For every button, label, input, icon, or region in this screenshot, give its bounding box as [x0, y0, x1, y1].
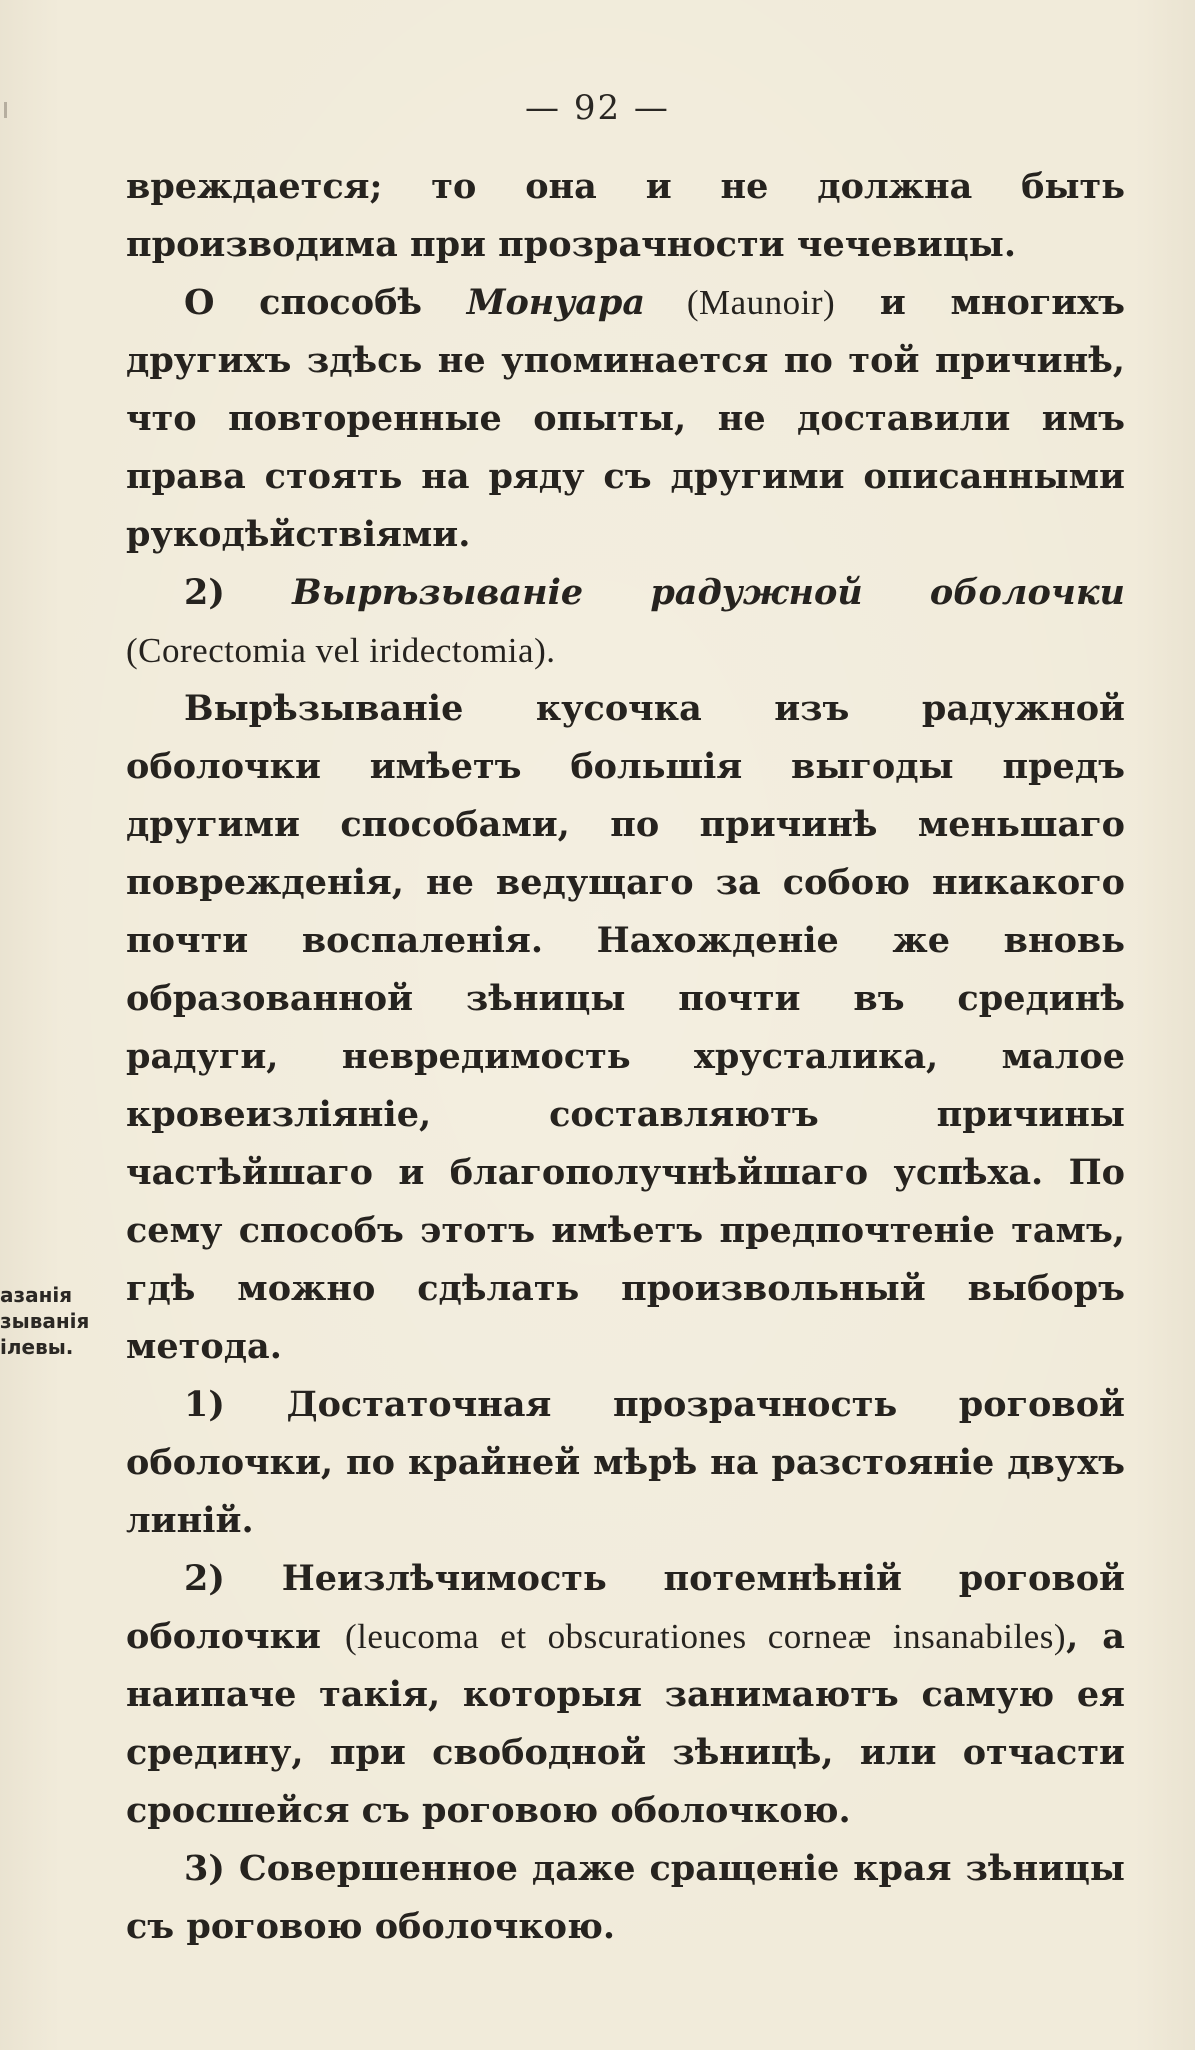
section-title-latin: (Corectomia vel iridectomia).	[126, 631, 556, 670]
section-title: Вырѣзываніе радужной оболочки	[292, 572, 1125, 613]
page-body	[126, 158, 1125, 1956]
indication-item-2-before: 2) Неизлѣчимость потемнѣній роговой оболочки	[126, 1558, 1125, 1657]
paragraph-maunoir-after: и многихъ другихъ здѣсь не упоминается по той причинѣ, что повторенные опыты, не доставили имъ права стоять на ряду съ другими описанными рукодѣйствіями.	[126, 282, 1125, 555]
paragraph-maunoir	[126, 274, 1125, 564]
marginal-note	[0, 1282, 118, 1360]
paragraph-maunoir-before: О способѣ	[184, 282, 467, 323]
section-number: 2)	[184, 572, 293, 613]
indication-item-3: 3) Совершенное даже сращеніе края зѣницы съ роговою оболочкою.	[126, 1848, 1125, 1947]
indication-item-2	[126, 1550, 1125, 1840]
indication-item-2-latin: (leucoma et obscurationes corneæ insanabiles)	[344, 1617, 1067, 1656]
paragraph-advantages: Вырѣзываніе кусочка изъ радужной оболочки имѣетъ большія выгоды предъ другими способами, по причинѣ меньшаго поврежденія, не ведущаго за собою никакого почти воспаленія. Нахожденіе же вновь образованной зѣницы почти въ срединѣ радуги, невредимость хрусталика, малое кровеизліяніе, составляютъ причины частѣйшаго и благополучнѣйшаго успѣха. По сему способъ этотъ имѣетъ предпочтеніе тамъ, гдѣ можно сдѣлать произвольный выборъ метода.	[126, 688, 1125, 1367]
marginal-note-line: зыванія	[0, 1309, 90, 1333]
marginal-note-line: азанія	[0, 1283, 73, 1307]
marginal-note-line: ілевы.	[0, 1335, 74, 1359]
indication-item-1: 1) Достаточная прозрачность роговой оболочки, по крайней мѣрѣ на разстояніе двухъ линій.	[126, 1384, 1125, 1541]
paragraph-continuation: вреждается; то она и не должна быть производима при прозрачности чечевицы.	[126, 166, 1125, 265]
section-heading	[126, 564, 1125, 680]
surgeon-name-latin: (Maunoir)	[645, 283, 836, 322]
indication-item-2-after: , а наипаче такія, которыя занимаютъ самую ея средину, при свободной зѣницѣ, или отчасти сросшейся съ роговою оболочкою.	[126, 1616, 1125, 1831]
surgeon-name: Монуара	[466, 282, 646, 323]
page-number: — 92 —	[525, 88, 670, 128]
